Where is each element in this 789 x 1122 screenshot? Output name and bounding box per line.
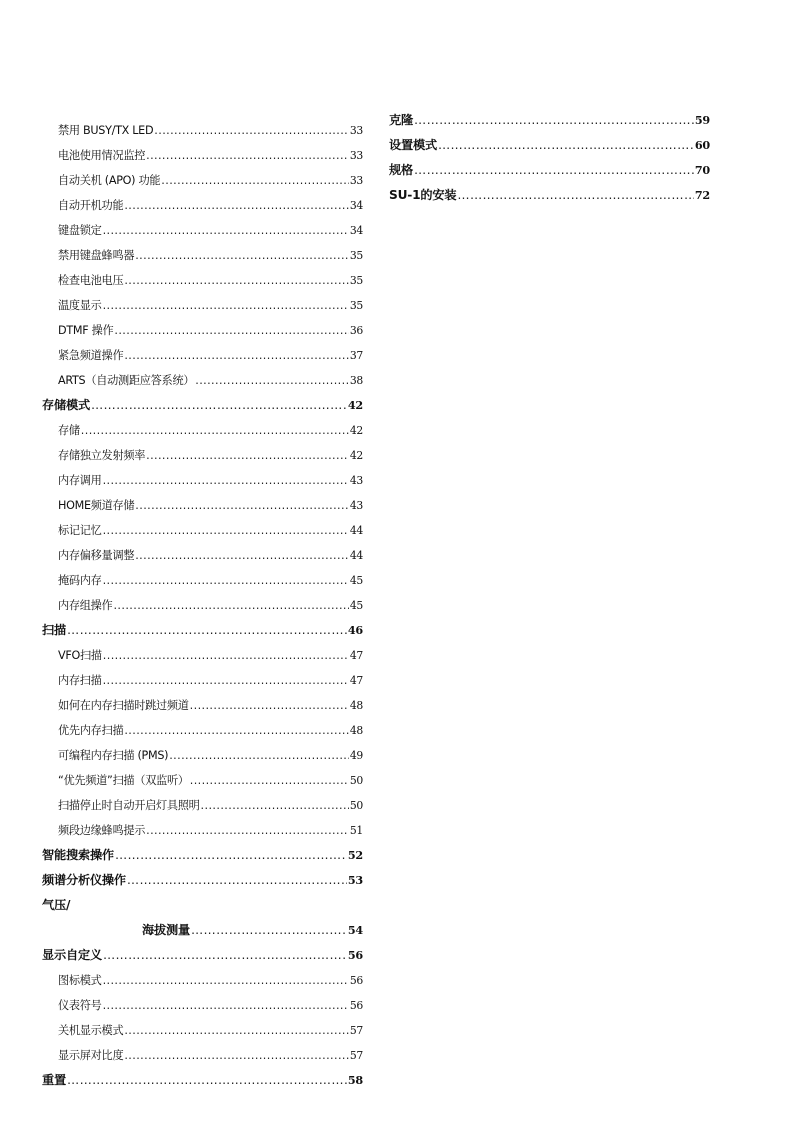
toc-entry[interactable] [42, 218, 363, 243]
dot-leader [103, 293, 349, 318]
toc-section-entry[interactable] [389, 158, 710, 183]
dot-leader [146, 443, 349, 468]
dot-leader [135, 493, 349, 518]
toc-entry-label: 内存偏移量调整 [58, 549, 135, 562]
toc-entry-label: 紧急频道操作 [58, 349, 124, 362]
toc-entry-page: 49 [349, 749, 363, 762]
toc-entry[interactable] [42, 818, 363, 843]
dot-leader [81, 418, 349, 443]
toc-entry-page: 56 [349, 999, 363, 1012]
toc-entry-label: 优先内存扫描 [58, 724, 124, 737]
toc-entry-label: 存储 [58, 424, 80, 437]
toc-entry-label: 可编程内存扫描 (PMS) [58, 749, 169, 762]
dot-leader [191, 918, 347, 943]
dot-leader [113, 593, 348, 618]
toc-entry[interactable] [42, 768, 363, 793]
toc-entry[interactable] [42, 193, 363, 218]
toc-section-label: 智能搜索操作 [42, 848, 114, 862]
toc-entry[interactable] [42, 968, 363, 993]
toc-section-entry[interactable] [389, 108, 710, 133]
toc-section-label: 设置模式 [389, 138, 437, 152]
toc-entry[interactable] [42, 443, 363, 468]
toc-entry-page: 34 [349, 199, 363, 212]
dot-leader [124, 268, 349, 293]
toc-section-entry[interactable] [42, 893, 363, 918]
dot-leader [124, 718, 349, 743]
toc-entry[interactable] [42, 693, 363, 718]
toc-entry-label: 禁用 BUSY/TX LED [58, 124, 154, 137]
toc-entry-page: 44 [349, 549, 363, 562]
toc-entry[interactable] [42, 293, 363, 318]
dot-leader [146, 143, 349, 168]
toc-right-column [389, 108, 710, 208]
dot-leader [103, 568, 349, 593]
toc-section-entry[interactable] [42, 868, 363, 893]
toc-entry-label: VFO扫描 [58, 649, 102, 662]
dot-leader [201, 793, 349, 818]
toc-entry[interactable] [42, 793, 363, 818]
toc-section-page: 59 [694, 113, 710, 127]
toc-entry-page: 36 [349, 324, 363, 337]
toc-section-entry[interactable] [42, 843, 363, 868]
toc-entry[interactable] [42, 168, 363, 193]
dot-leader [124, 193, 349, 218]
toc-section-page: 46 [347, 623, 363, 637]
toc-entry[interactable] [42, 718, 363, 743]
toc-entry-label: 仪表符号 [58, 999, 102, 1012]
toc-section-label: 显示自定义 [42, 948, 102, 962]
dot-leader [438, 133, 694, 158]
dot-leader [124, 1018, 349, 1043]
dot-leader [146, 818, 349, 843]
toc-entry[interactable] [42, 593, 363, 618]
toc-entry-label: 内存组操作 [58, 599, 113, 612]
dot-leader [190, 768, 349, 793]
toc-section-page: 60 [694, 138, 710, 152]
dot-leader [127, 868, 347, 893]
toc-entry[interactable] [42, 993, 363, 1018]
toc-entry-page: 44 [349, 524, 363, 537]
toc-entry[interactable] [42, 468, 363, 493]
dot-leader [67, 1068, 347, 1093]
toc-section-label: 存储模式 [42, 398, 90, 412]
dot-leader [67, 618, 347, 643]
toc-entry[interactable] [42, 143, 363, 168]
dot-leader [414, 158, 694, 183]
toc-section-entry[interactable] [42, 918, 363, 943]
toc-entry-page: 48 [349, 724, 363, 737]
toc-entry[interactable] [42, 1018, 363, 1043]
toc-entry-label: 温度显示 [58, 299, 102, 312]
dot-leader [169, 743, 349, 768]
toc-entry[interactable] [42, 543, 363, 568]
toc-entry-label: 检查电池电压 [58, 274, 124, 287]
toc-entry-label: 内存调用 [58, 474, 102, 487]
dot-leader [161, 168, 349, 193]
dot-leader [135, 243, 349, 268]
dot-leader [195, 368, 349, 393]
toc-section-entry[interactable] [42, 618, 363, 643]
toc-entry-page: 50 [349, 774, 363, 787]
dot-leader [190, 693, 349, 718]
toc-entry-label: 内存扫描 [58, 674, 102, 687]
toc-section-label: SU-1的安装 [389, 188, 457, 202]
toc-entry-label: 掩码内存 [58, 574, 102, 587]
toc-section-label: 扫描 [42, 623, 66, 637]
dot-leader [91, 393, 347, 418]
toc-entry[interactable] [42, 118, 363, 143]
toc-section-label: 气压/ [42, 898, 71, 912]
toc-entry[interactable] [42, 343, 363, 368]
toc-entry-label: 频段边缘蜂鸣提示 [58, 824, 146, 837]
toc-entry[interactable] [42, 418, 363, 443]
dot-leader [154, 118, 349, 143]
toc-entry-page: 48 [349, 699, 363, 712]
toc-entry-page: 50 [349, 799, 363, 812]
toc-entry-page: 33 [349, 174, 363, 187]
dot-leader [103, 668, 349, 693]
toc-entry[interactable] [42, 518, 363, 543]
toc-section-entry[interactable] [42, 943, 363, 968]
toc-entry-page: 34 [349, 224, 363, 237]
toc-entry-label: 键盘锁定 [58, 224, 102, 237]
toc-entry-page: 51 [349, 824, 363, 837]
toc-entry[interactable] [42, 368, 363, 393]
dot-leader [124, 343, 349, 368]
toc-entry-label: 扫描停止时自动开启灯具照明 [58, 799, 200, 812]
dot-leader [115, 843, 347, 868]
toc-entry-page: 56 [349, 974, 363, 987]
toc-entry-page: 42 [349, 449, 363, 462]
toc-entry-label: “优先频道”扫描（双监听） [58, 774, 189, 787]
toc-entry[interactable] [42, 568, 363, 593]
toc-entry-label: 电池使用情况监控 [58, 149, 146, 162]
dot-leader [103, 518, 349, 543]
toc-section-page: 70 [694, 163, 710, 177]
toc-entry-label: ARTS（自动测距应答系统） [58, 374, 195, 387]
toc-entry-page: 37 [349, 349, 363, 362]
toc-section-page: 58 [347, 1073, 363, 1087]
toc-entry-page: 35 [349, 249, 363, 262]
toc-left-column [42, 118, 363, 1093]
toc-entry-page: 57 [349, 1049, 363, 1062]
toc-entry-page: 38 [349, 374, 363, 387]
toc-entry[interactable] [42, 268, 363, 293]
dot-leader [103, 943, 347, 968]
toc-entry-page: 42 [349, 424, 363, 437]
toc-section-entry[interactable] [42, 393, 363, 418]
toc-entry-label: 自动开机功能 [58, 199, 124, 212]
toc-section-label: 规格 [389, 163, 413, 177]
toc-entry-label: 自动关机 (APO) 功能 [58, 174, 161, 187]
toc-entry-label: 如何在内存扫描时跳过频道 [58, 699, 189, 712]
dot-leader [135, 543, 349, 568]
toc-entry[interactable] [42, 318, 363, 343]
dot-leader [457, 183, 693, 208]
toc-entry[interactable] [42, 668, 363, 693]
toc-section-label: 重置 [42, 1073, 66, 1087]
toc-entry-page: 47 [349, 649, 363, 662]
dot-leader [414, 108, 694, 133]
toc-entry-page: 43 [349, 499, 363, 512]
toc-entry[interactable] [42, 1043, 363, 1068]
dot-leader [103, 643, 349, 668]
toc-entry[interactable] [42, 243, 363, 268]
toc-entry-page: 33 [349, 124, 363, 137]
toc-section-page: 52 [347, 848, 363, 862]
toc-section-entry[interactable] [42, 1068, 363, 1093]
toc-entry-label: 禁用键盘蜂鸣器 [58, 249, 135, 262]
dot-leader [103, 218, 349, 243]
dot-leader [103, 468, 349, 493]
toc-entry-page: 45 [349, 599, 363, 612]
toc-section-page: 53 [347, 873, 363, 887]
toc-section-label: 海拔测量 [142, 923, 190, 937]
toc-entry-label: 存储独立发射频率 [58, 449, 146, 462]
toc-entry-page: 33 [349, 149, 363, 162]
dot-leader [114, 318, 348, 343]
toc-section-page: 42 [347, 398, 363, 412]
toc-entry-page: 35 [349, 274, 363, 287]
toc-section-entry[interactable] [389, 183, 710, 208]
toc-entry[interactable] [42, 743, 363, 768]
dot-leader [124, 1043, 349, 1068]
dot-leader [103, 968, 349, 993]
toc-entry-label: 显示屏对比度 [58, 1049, 124, 1062]
toc-entry[interactable] [42, 643, 363, 668]
toc-section-label: 克隆 [389, 113, 413, 127]
toc-entry-page: 57 [349, 1024, 363, 1037]
toc-entry[interactable] [42, 493, 363, 518]
toc-entry-page: 45 [349, 574, 363, 587]
toc-entry-page: 47 [349, 674, 363, 687]
toc-section-page: 72 [694, 188, 710, 202]
toc-section-page: 54 [347, 923, 363, 937]
toc-section-label: 频谱分析仪操作 [42, 873, 126, 887]
toc-entry-label: DTMF 操作 [58, 324, 114, 337]
toc-entry-label: 图标模式 [58, 974, 102, 987]
toc-entry-label: 标记记忆 [58, 524, 102, 537]
toc-entry-label: 关机显示模式 [58, 1024, 124, 1037]
toc-entry-page: 43 [349, 474, 363, 487]
toc-section-entry[interactable] [389, 133, 710, 158]
dot-leader [103, 993, 349, 1018]
toc-section-page: 56 [347, 948, 363, 962]
toc-entry-label: HOME频道存储 [58, 499, 135, 512]
toc-entry-page: 35 [349, 299, 363, 312]
